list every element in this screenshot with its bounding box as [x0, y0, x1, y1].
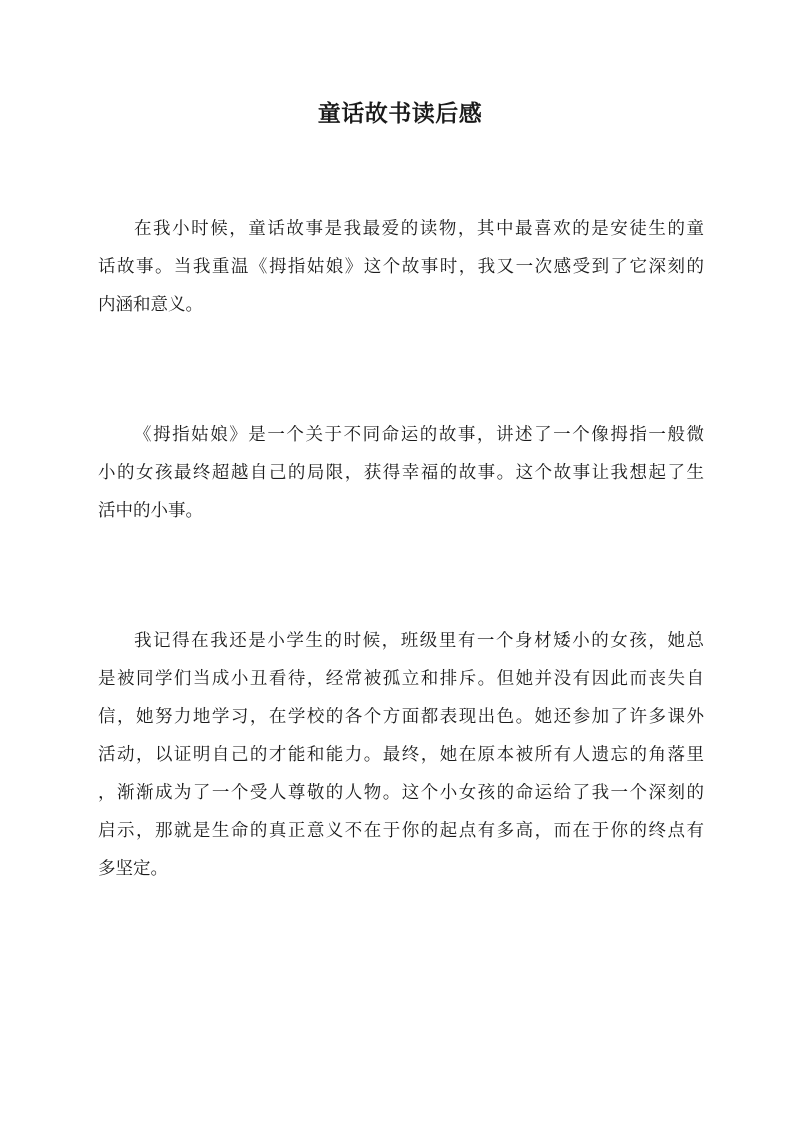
paragraph-line: 是被同学们当成小丑看待，经常被孤立和排斥。但她并没有因此而丧失自 [98, 669, 704, 689]
paragraph-1 [98, 210, 704, 324]
paragraph-line: 内涵和意义。 [98, 295, 203, 315]
paragraph-line: 《拇指姑娘》是一个关于不同命运的故事，讲述了一个像拇指一般微 [134, 425, 704, 445]
paragraph-line: 启示，那就是生命的真正意义不在于你的起点有多高，而在于你的终点有 [98, 821, 704, 841]
paragraph-line: 信，她努力地学习，在学校的各个方面都表现出色。她还参加了许多课外 [98, 707, 704, 727]
paragraph-line: ，渐渐成为了一个受人尊敬的人物。这个小女孩的命运给了我一个深刻的 [98, 783, 704, 803]
paragraph-line: 小的女孩最终超越自己的局限，获得幸福的故事。这个故事让我想起了生 [98, 463, 704, 483]
paragraph-line: 在我小时候，童话故事是我最爱的读物，其中最喜欢的是安徒生的童 [134, 219, 704, 239]
document-title: 童话故书读后感 [317, 100, 483, 127]
paragraph-line: 活中的小事。 [98, 501, 203, 521]
paragraph-2 [98, 416, 704, 530]
paragraph-line: 多坚定。 [98, 859, 168, 879]
paragraph-line: 话故事。当我重温《拇指姑娘》这个故事时，我又一次感受到了它深刻的 [98, 257, 704, 277]
paragraph-line: 我记得在我还是小学生的时候，班级里有一个身材矮小的女孩，她总 [134, 631, 704, 651]
paragraph-3 [98, 622, 704, 888]
paragraph-line: 活动，以证明自己的才能和能力。最终，她在原本被所有人遗忘的角落里 [98, 745, 704, 765]
